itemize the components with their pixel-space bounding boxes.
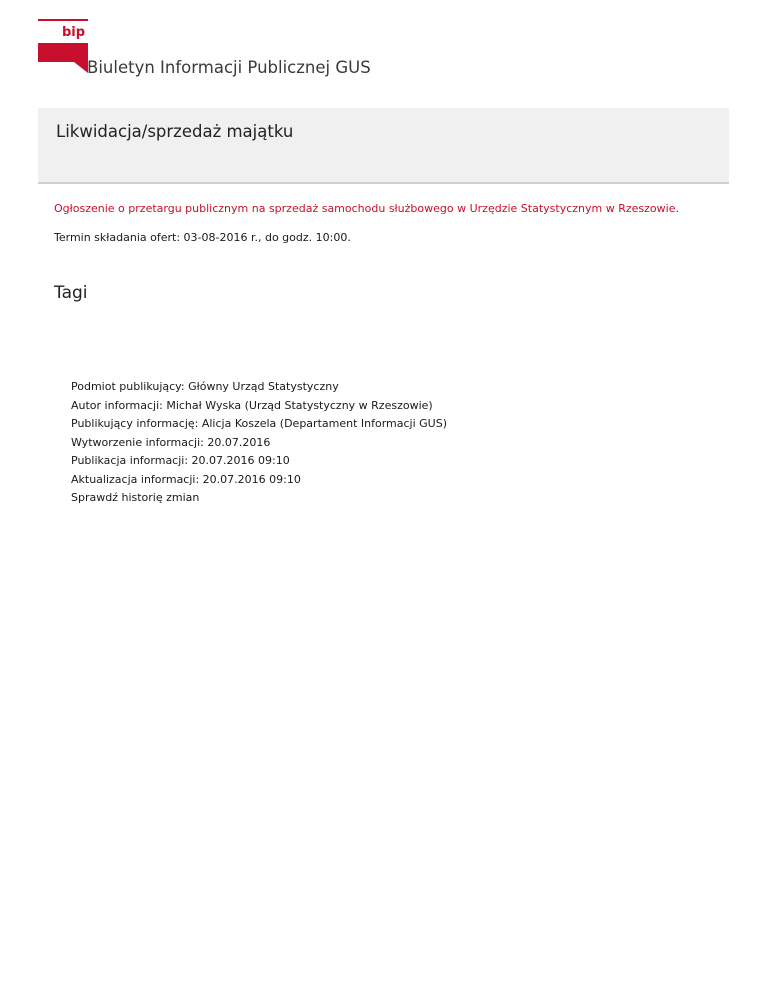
offer-deadline-text: Termin składania ofert: 03-08-2016 r., do godz. 10:00. [54,231,351,244]
meta-created: Wytworzenie informacji: 20.07.2016 [71,435,271,449]
change-history-link[interactable]: Sprawdź historię zmian [71,491,200,504]
tags-heading: Tagi [54,283,88,303]
bip-logo[interactable] [38,19,88,73]
announcement-suffix: . [675,202,679,215]
meta-published: Publikacja informacji: 20.07.2016 09:10 [71,454,290,467]
meta-updated: Aktualizacja informacji: 20.07.2016 09:10 [71,472,301,486]
publication-metadata [71,378,447,508]
announcement-paragraph [54,202,734,216]
page-title-box [38,108,729,184]
meta-author: Autor informacji: Michał Wyska (Urząd Statystyczny w Rzeszowie) [71,398,433,412]
meta-publisher: Podmiot publikujący: Główny Urząd Statystyczny [71,380,339,393]
bip-logo-icon [38,19,88,73]
bip-logo-text: bip [62,25,86,40]
site-title[interactable]: Biuletyn Informacji Publicznej GUS [87,58,371,77]
announcement-link[interactable]: Ogłoszenie o przetargu publicznym na sprzedaż samochodu służbowego w Urzędzie Statystycznym w Rzeszowie [54,202,676,215]
meta-publishing-person: Publikujący informację: Alicja Koszela (Departament Informacji GUS) [71,417,447,430]
page-title: Likwidacja/sprzedaż majątku [56,122,294,141]
